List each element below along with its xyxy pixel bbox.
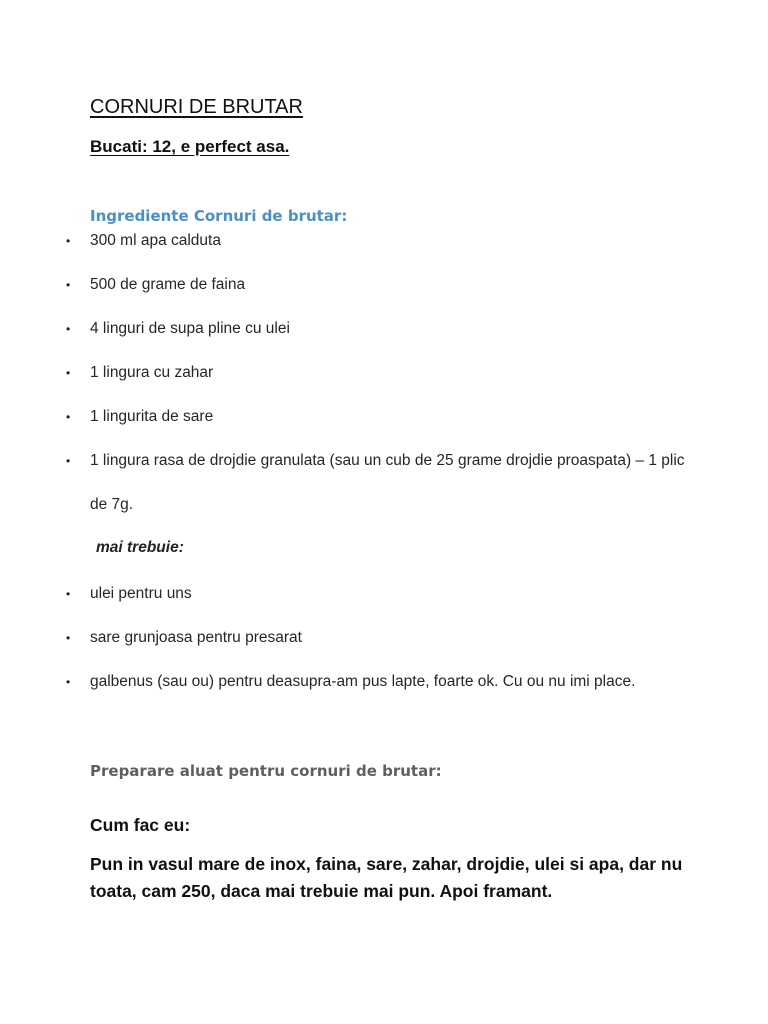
- list-item: [0, 263, 690, 307]
- ingredient-text: 500 de grame de faina: [90, 276, 246, 293]
- ingredient-text: 300 ml apa calduta: [90, 232, 221, 249]
- list-item: [0, 439, 690, 527]
- ingredients-heading: Ingrediente Cornuri de brutar:: [90, 207, 348, 225]
- bullet-dot-icon: •: [66, 454, 71, 468]
- list-item: [0, 351, 690, 395]
- more-needed-text: galbenus (sau ou) pentru deasupra-am pus lapte, foarte ok. Cu ou nu imi place.: [90, 673, 636, 690]
- bullet-dot-icon: •: [66, 675, 71, 689]
- list-item: [0, 219, 690, 263]
- more-needed-text: sare grunjoasa pentru presarat: [90, 629, 302, 646]
- list-item: [0, 572, 690, 616]
- ingredient-text: 1 lingurita de sare: [90, 408, 214, 425]
- recipe-title: CORNURI DE BRUTAR: [90, 96, 303, 118]
- bullet-dot-icon: •: [66, 278, 71, 292]
- ingredient-text: 4 linguri de supa pline cu ulei: [90, 320, 290, 337]
- list-item: [0, 660, 690, 704]
- bullet-dot-icon: •: [66, 587, 71, 601]
- list-item: [0, 616, 690, 660]
- servings-line: Bucati: 12, e perfect asa.: [90, 137, 290, 156]
- ingredients-list: [0, 219, 690, 527]
- ingredient-text: 1 lingura cu zahar: [90, 364, 214, 381]
- bullet-dot-icon: •: [66, 366, 71, 380]
- bullet-dot-icon: •: [66, 631, 71, 645]
- how-paragraph: Pun in vasul mare de inox, faina, sare, zahar, drojdie, ulei si apa, dar nu toata, cam 250, daca mai trebuie mai pun. Apoi framant.: [90, 854, 683, 901]
- bullet-dot-icon: •: [66, 410, 71, 424]
- more-needed-list: [0, 572, 690, 704]
- list-item: [0, 395, 690, 439]
- how-heading: Cum fac eu:: [90, 815, 191, 835]
- bullet-dot-icon: •: [66, 322, 71, 336]
- list-item: [0, 307, 690, 351]
- bullet-dot-icon: •: [66, 234, 71, 248]
- more-needed-label: mai trebuie:: [96, 539, 184, 556]
- more-needed-text: ulei pentru uns: [90, 585, 192, 602]
- preparation-heading: Preparare aluat pentru cornuri de brutar:: [90, 762, 442, 780]
- ingredient-text: 1 lingura rasa de drojdie granulata (sau un cub de 25 grame drojdie proaspata) – 1 plic de 7g.: [90, 452, 685, 513]
